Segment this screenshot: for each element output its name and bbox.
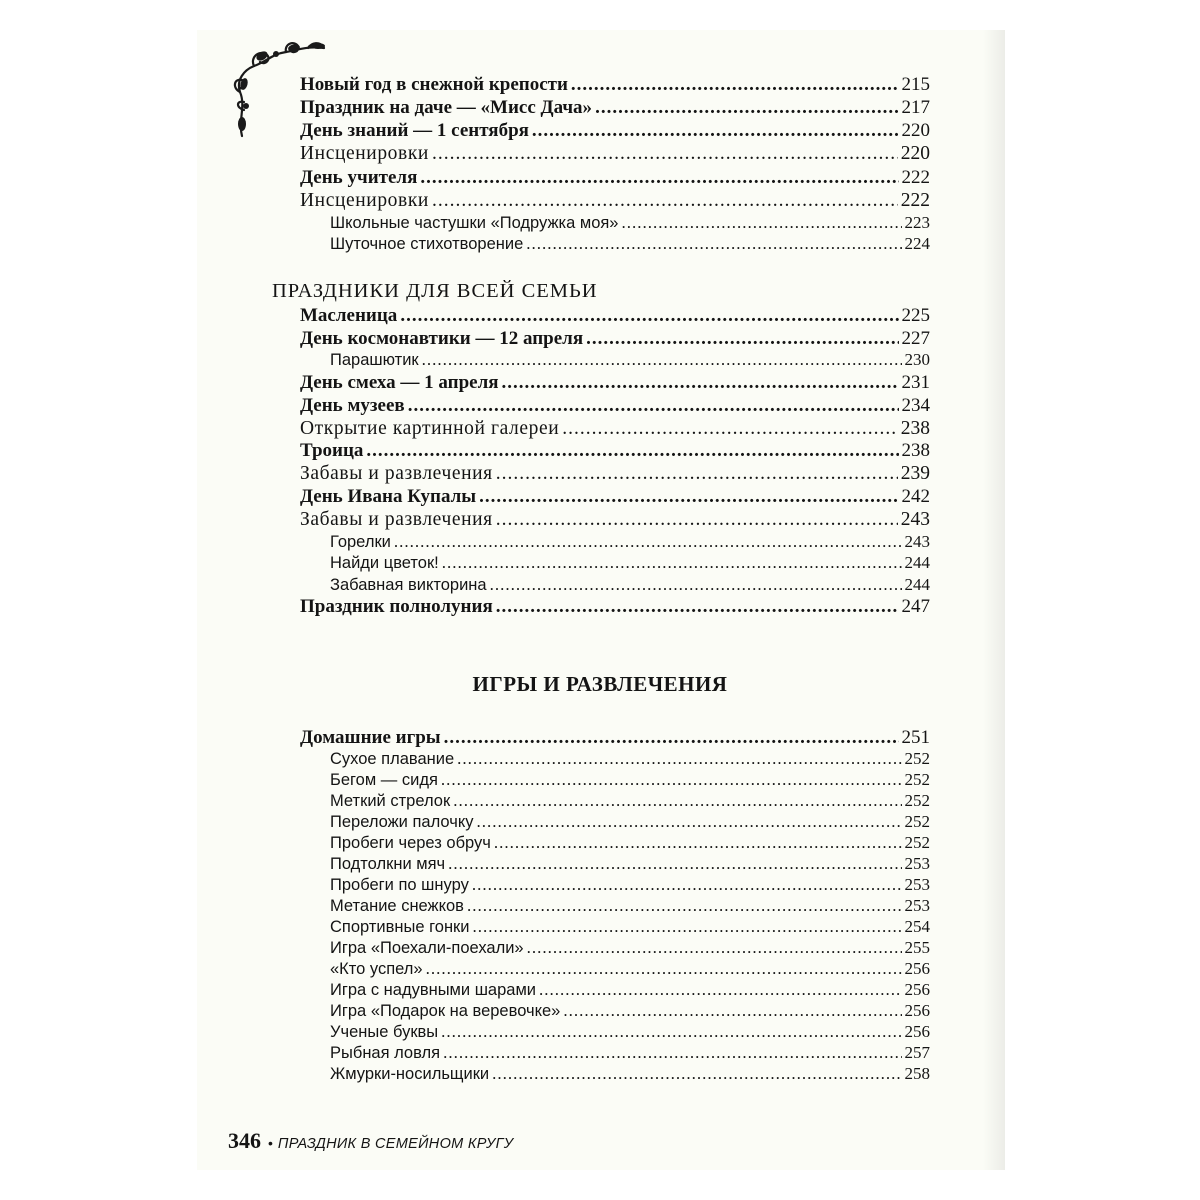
toc-entry-title: Праздник на даче — «Мисс Дача» xyxy=(300,97,593,118)
dot-leader xyxy=(492,1064,901,1084)
dot-leader xyxy=(476,812,901,832)
toc-entry xyxy=(300,508,930,531)
toc-entry xyxy=(300,119,930,142)
toc-entry-title: «Кто успел» xyxy=(330,960,423,978)
dot-leader xyxy=(441,770,902,790)
toc-entry-title: Игра с надувными шарами xyxy=(330,981,537,999)
dot-leader xyxy=(442,553,902,573)
running-title: ПРАЗДНИК В СЕМЕЙНОМ КРУГУ xyxy=(277,1136,514,1152)
dot-leader xyxy=(479,486,898,508)
dot-leader xyxy=(453,791,901,811)
toc-entry xyxy=(330,552,930,573)
toc-entry-title: Подтолкни мяч xyxy=(330,855,446,873)
dot-leader xyxy=(526,234,901,254)
toc-entry-page: 234 xyxy=(901,395,930,416)
dot-leader xyxy=(496,509,898,531)
dot-leader xyxy=(400,305,898,327)
toc-entry xyxy=(330,1063,930,1084)
toc-entry-title: Игра «Подарок на веревочке» xyxy=(330,1002,561,1020)
toc-entry-title: День космонавтики — 12 апреля xyxy=(300,327,584,349)
toc-entry-title: Парашютик xyxy=(330,350,419,369)
toc-entry xyxy=(330,811,930,832)
toc-entry-title: Бегом — сидя xyxy=(330,771,438,789)
toc-entry-page: 253 xyxy=(904,896,930,915)
toc-entry-title: День Ивана Купалы xyxy=(300,486,477,507)
toc-entry xyxy=(330,874,930,895)
toc-entry-page: 255 xyxy=(904,938,930,957)
dot-leader xyxy=(473,917,902,937)
toc-entry-title: Жмурки-носильщики xyxy=(330,1065,490,1083)
toc-entry xyxy=(330,769,930,790)
toc-entry-title: Метание снежков xyxy=(330,897,464,915)
toc-entry-title: Рыбная ловля xyxy=(330,1044,441,1062)
toc-entry-page: 225 xyxy=(901,305,930,326)
toc-entry-page: 238 xyxy=(900,417,930,439)
toc-entry-title: Пробеги по шнуру xyxy=(330,876,469,894)
dot-leader xyxy=(366,440,898,462)
dot-leader xyxy=(426,959,902,979)
toc-entry xyxy=(300,73,930,96)
dot-leader xyxy=(621,213,901,233)
toc-entry xyxy=(330,349,930,370)
dot-leader xyxy=(490,575,902,595)
toc-entry-page: 252 xyxy=(904,791,930,810)
toc-entry-page: 224 xyxy=(904,234,930,253)
toc-entry-title: Забавы и развлечения xyxy=(300,509,493,530)
dot-leader xyxy=(448,854,901,874)
toc-entry xyxy=(330,895,930,916)
dot-leader xyxy=(539,980,901,1000)
toc-entry-page: 231 xyxy=(901,372,930,393)
toc-entry-page: 220 xyxy=(900,143,930,164)
toc-entry xyxy=(330,1021,930,1042)
dot-leader xyxy=(586,328,898,350)
toc-entry-page: 256 xyxy=(904,980,930,999)
dot-leader xyxy=(432,143,898,165)
toc-entry-title: Переложи палочку xyxy=(330,813,474,831)
dot-leader xyxy=(472,875,902,895)
toc-entry-page: 253 xyxy=(904,854,930,873)
toc-entry-title: Спортивные гонки xyxy=(330,918,470,936)
dot-leader xyxy=(408,395,899,417)
dot-leader xyxy=(571,74,899,96)
toc-entry xyxy=(330,531,930,552)
toc-entry xyxy=(300,166,930,189)
toc-entry-title: Новый год в снежной крепости xyxy=(300,74,568,95)
toc-entry xyxy=(330,212,930,233)
toc-entry xyxy=(300,371,930,394)
toc-entry-page: 247 xyxy=(901,596,930,617)
dot-leader xyxy=(502,372,899,394)
toc-entry-title: Шуточное стихотворение xyxy=(330,235,524,253)
toc-entry-title: Пробеги через обруч xyxy=(330,834,491,852)
toc-entry xyxy=(330,574,930,595)
toc-entry-page: 253 xyxy=(904,875,930,894)
toc-entry-page: 251 xyxy=(901,727,930,748)
toc-entry-title: Открытие картинной галереи xyxy=(300,417,560,439)
toc-entry-title: День учителя xyxy=(300,167,418,188)
toc-entry-page: 243 xyxy=(900,509,930,530)
toc-entry-page: 230 xyxy=(904,349,930,369)
toc-entry-title: Троица xyxy=(300,440,364,461)
toc-entry xyxy=(300,462,930,485)
toc-entry-page: 227 xyxy=(901,327,930,349)
toc-entry-page: 252 xyxy=(904,770,930,789)
toc-entry xyxy=(300,142,930,165)
toc-entry-title: Найди цветок! xyxy=(330,554,439,572)
toc-entry xyxy=(330,832,930,853)
dot-leader xyxy=(532,120,899,142)
section-heading-family-holidays: ПРАЗДНИКИ ДЛЯ ВСЕЙ СЕМЬИ xyxy=(272,280,598,302)
toc-entry-page: 223 xyxy=(904,213,930,232)
dot-leader xyxy=(595,97,898,119)
toc-entry-title: Домашние игры xyxy=(300,727,441,748)
toc-entry-title: Игра «Поехали-поехали» xyxy=(330,939,524,957)
page-number: 346 xyxy=(228,1128,261,1153)
toc-entry xyxy=(330,937,930,958)
footer-separator: • xyxy=(268,1135,273,1151)
toc-entry-page: 252 xyxy=(904,833,930,852)
toc-entry-title: Горелки xyxy=(330,532,391,551)
dot-leader xyxy=(420,167,898,189)
toc-entry-title: Меткий стрелок xyxy=(330,792,451,810)
toc-entry-page: 257 xyxy=(904,1043,930,1062)
dot-leader xyxy=(441,1022,901,1042)
toc-entry-title: Праздник полнолуния xyxy=(300,596,493,617)
toc-entry xyxy=(330,1042,930,1063)
toc-entry xyxy=(330,958,930,979)
toc-entry-title: День музеев xyxy=(300,395,405,416)
dot-leader xyxy=(422,350,902,370)
toc-entry-title: Ученые буквы xyxy=(330,1023,439,1041)
toc-entry xyxy=(330,1000,930,1021)
toc-entry xyxy=(300,304,930,327)
toc-entry xyxy=(300,439,930,462)
toc-entry-title: Инсценировки xyxy=(300,143,429,164)
toc-entry-page: 256 xyxy=(904,1022,930,1041)
toc-entry-page: 244 xyxy=(904,574,930,594)
toc-entry-page: 239 xyxy=(900,463,930,484)
toc-entry xyxy=(330,790,930,811)
toc-entry-page: 252 xyxy=(904,749,930,768)
toc-entry xyxy=(300,327,930,350)
toc-entry xyxy=(300,595,930,618)
dot-leader xyxy=(494,833,902,853)
toc-entry-page: 252 xyxy=(904,812,930,831)
dot-leader xyxy=(527,938,902,958)
toc-entry xyxy=(300,726,930,749)
toc-entry xyxy=(330,853,930,874)
section-heading-games: ИГРЫ И РАЗВЛЕЧЕНИЯ xyxy=(472,672,728,696)
toc-entry-title: Инсценировки xyxy=(300,190,429,211)
toc-entry-title: Школьные частушки «Подружка моя» xyxy=(330,214,619,232)
toc-entry-title: Забавы и развлечения xyxy=(300,463,493,484)
toc-entry-title: Сухое плавание xyxy=(330,750,455,768)
dot-leader xyxy=(444,727,899,749)
page-footer xyxy=(228,1128,513,1154)
dot-leader xyxy=(496,463,898,485)
toc-entry-page: 258 xyxy=(904,1064,930,1083)
dot-leader xyxy=(563,1001,901,1021)
dot-leader xyxy=(496,596,899,618)
toc-entry-page: 238 xyxy=(901,440,930,461)
toc-entry-page: 243 xyxy=(904,531,930,551)
dot-leader xyxy=(443,1043,901,1063)
dot-leader xyxy=(457,749,901,769)
toc-entry-title: День знаний — 1 сентября xyxy=(300,120,529,141)
toc-entry xyxy=(330,748,930,769)
toc-entry xyxy=(300,96,930,119)
toc-entry xyxy=(300,394,930,417)
toc-entry xyxy=(330,979,930,1000)
toc-entry xyxy=(300,417,930,440)
toc-entry xyxy=(300,485,930,508)
toc-entry xyxy=(330,233,930,254)
toc-entry-page: 215 xyxy=(901,74,930,95)
toc-entry-page: 220 xyxy=(901,120,930,141)
toc-entry-page: 244 xyxy=(904,553,930,572)
toc-entry-page: 222 xyxy=(900,190,930,211)
dot-leader xyxy=(432,190,898,212)
toc-entry-page: 256 xyxy=(904,959,930,978)
toc-entry-page: 217 xyxy=(901,97,930,118)
toc-entry-title: День смеха — 1 апреля xyxy=(300,372,499,393)
dot-leader xyxy=(562,418,897,440)
toc-entry xyxy=(330,916,930,937)
toc-entry-title: Масленица xyxy=(300,305,398,326)
toc-entry-page: 254 xyxy=(904,917,930,936)
toc-entry-title: Забавная викторина xyxy=(330,575,487,594)
toc-entry xyxy=(300,189,930,212)
toc-entry-page: 242 xyxy=(901,486,930,507)
dot-leader xyxy=(394,532,902,552)
toc-entry-page: 256 xyxy=(904,1001,930,1020)
toc-entry-page: 222 xyxy=(901,167,930,188)
dot-leader xyxy=(467,896,902,916)
